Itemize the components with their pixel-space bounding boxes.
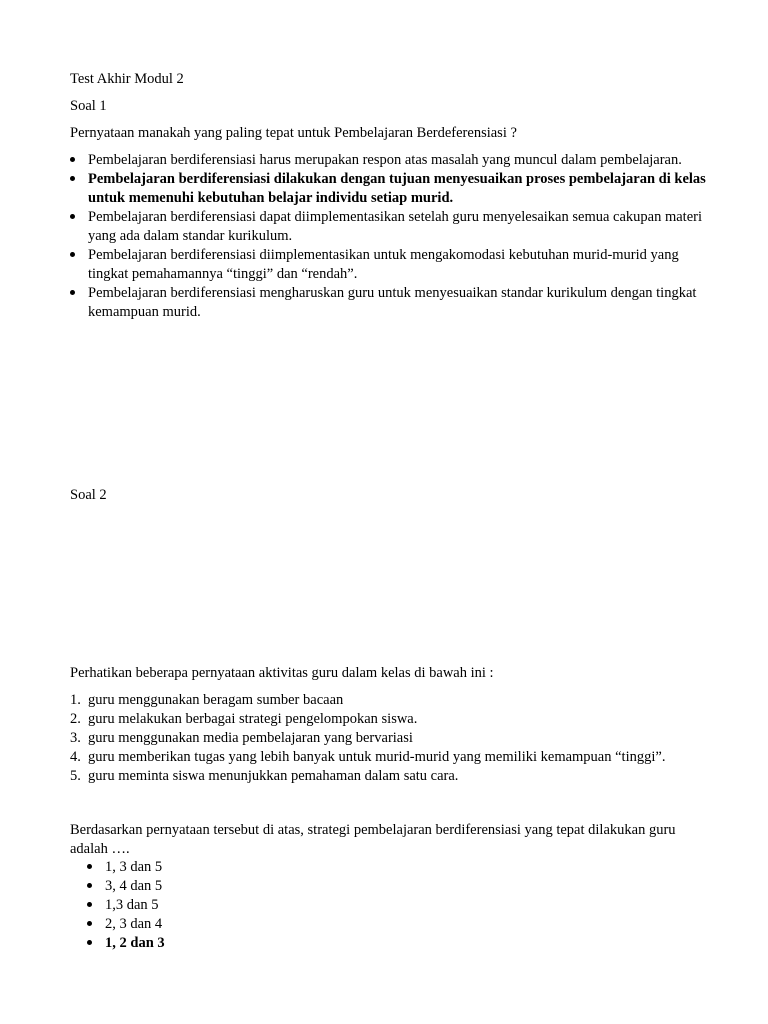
soal-2-option	[87, 858, 387, 877]
soal-2-question: Berdasarkan pernyataan tersebut di atas, strategi pembelajaran berdiferensiasi yang tepat dilakukan guru adalah ….	[70, 822, 676, 857]
soal-1-option-text: Pembelajaran berdiferensiasi mengharuskan guru untuk menyesuaikan standar kurikulum dengan tingkat kemampuan murid.	[88, 285, 697, 320]
soal-2-option-text: 1,3 dan 5	[105, 897, 159, 913]
soal-2-label: Soal 2	[70, 487, 107, 503]
statement-number: 5.	[70, 768, 81, 784]
soal-1-option	[70, 246, 710, 284]
bullet-icon	[87, 864, 92, 869]
soal-1-option	[70, 208, 710, 246]
soal-1-options	[70, 151, 710, 322]
statement-text: guru menggunakan media pembelajaran yang bervariasi	[88, 730, 413, 746]
statement-text: guru meminta siswa menunjukkan pemahaman dalam satu cara.	[88, 768, 459, 784]
soal-2-intro: Perhatikan beberapa pernyataan aktivitas guru dalam kelas di bawah ini :	[70, 665, 494, 681]
soal-2-option-text: 1, 2 dan 3	[105, 935, 165, 951]
soal-1-option-text: Pembelajaran berdiferensiasi harus merupakan respon atas masalah yang muncul dalam pembelajaran.	[88, 152, 682, 168]
bullet-icon	[70, 157, 75, 162]
soal-1-option-list	[70, 151, 710, 322]
bullet-icon	[87, 902, 92, 907]
soal-2-options	[87, 858, 387, 953]
statement-text: guru memberikan tugas yang lebih banyak untuk murid-murid yang memiliki kemampuan “tinggi”.	[88, 749, 666, 765]
soal-2-statements	[70, 691, 710, 786]
soal-1-option-text: Pembelajaran berdiferensiasi dapat diimplementasikan setelah guru menyelesaikan semua cakupan materi yang ada dalam standar kurikulum.	[88, 209, 702, 244]
statement-text: guru menggunakan beragam sumber bacaan	[88, 692, 344, 708]
soal-2-option-correct	[87, 934, 387, 953]
soal-2-statement	[70, 729, 710, 748]
soal-1-option-correct	[70, 170, 710, 208]
bullet-icon	[70, 214, 75, 219]
bullet-icon	[87, 940, 92, 945]
soal-2-option-text: 1, 3 dan 5	[105, 859, 163, 875]
soal-2-option	[87, 896, 387, 915]
bullet-icon	[70, 290, 75, 295]
statement-number: 3.	[70, 730, 81, 746]
soal-2-option-text: 3, 4 dan 5	[105, 878, 163, 894]
bullet-icon	[70, 176, 75, 181]
soal-1-option	[70, 284, 710, 322]
soal-2-statement	[70, 748, 710, 767]
statement-text: guru melakukan berbagai strategi pengelompokan siswa.	[88, 711, 418, 727]
soal-2-statement	[70, 767, 710, 786]
soal-2-option-list	[87, 858, 387, 953]
statement-number: 1.	[70, 692, 81, 708]
soal-1-option	[70, 151, 710, 170]
bullet-icon	[70, 252, 75, 257]
soal-1-option-text: Pembelajaran berdiferensiasi dilakukan dengan tujuan menyesuaikan proses pembelajaran di kelas untuk memenuhi kebutuhan belajar individu setiap murid.	[88, 171, 706, 206]
statement-number: 4.	[70, 749, 81, 765]
bullet-icon	[87, 921, 92, 926]
soal-1-option-text: Pembelajaran berdiferensiasi diimplementasikan untuk mengakomodasi kebutuhan murid-murid yang tingkat pemahamannya “tinggi” dan “rendah”.	[88, 247, 679, 282]
statement-number: 2.	[70, 711, 81, 727]
soal-2-statement-list	[70, 691, 710, 786]
soal-2-option	[87, 877, 387, 896]
soal-2-statement	[70, 691, 710, 710]
bullet-icon	[87, 883, 92, 888]
soal-2-statement	[70, 710, 710, 729]
soal-2-option	[87, 915, 387, 934]
soal-1-question: Pernyataan manakah yang paling tepat untuk Pembelajaran Berdeferensiasi ?	[70, 125, 517, 141]
document-title: Test Akhir Modul 2	[70, 71, 184, 87]
soal-1-label: Soal 1	[70, 98, 107, 114]
soal-2-option-text: 2, 3 dan 4	[105, 916, 163, 932]
